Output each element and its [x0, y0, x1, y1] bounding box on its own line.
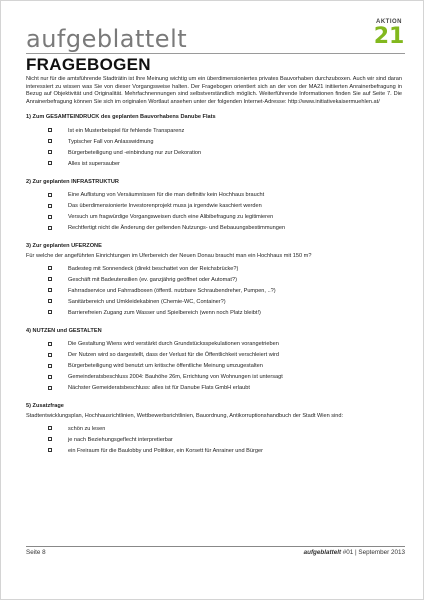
option-item[interactable]: [48, 286, 402, 297]
option-label: Barrierefreien Zugang zum Wasser und Spielbereich (wenn noch Platz bleibt!): [68, 309, 261, 316]
option-label: Geschäft mit Badeutensilien (ev. ganzjährig geöffnet oder Automat?): [68, 276, 237, 283]
option-label: Ist ein Musterbeispiel für fehlende Transparenz: [68, 127, 185, 134]
option-label: Eine Auflistung von Versäumnissen für die man definitiv kein Hochhaus braucht: [68, 192, 265, 199]
option-label: je nach Beziehungsgeflecht interpretierbar: [68, 436, 173, 443]
header-divider: [26, 53, 405, 54]
option-label: ein Freiraum für die Baulobby und Politiker, ein Korsett für Anrainer und Bürger: [68, 447, 263, 454]
logo-number: 21: [373, 24, 405, 49]
checkbox-icon[interactable]: [48, 277, 52, 281]
question-2: [26, 179, 402, 235]
option-item[interactable]: [48, 361, 402, 372]
option-label: Nächster Gemeideratsbeschluss: alles ist für Danube Flats GmbH erlaubt: [68, 385, 250, 392]
checkbox-icon[interactable]: [48, 128, 52, 132]
footer-brand: aufgeblattelt: [303, 549, 342, 556]
option-label: Sanitärbereich und Umkleidekabinen (Chemie-WC, Container?): [68, 298, 226, 305]
option-list: [26, 424, 402, 457]
checkbox-icon[interactable]: [48, 364, 52, 368]
checkbox-icon[interactable]: [48, 139, 52, 143]
checkbox-icon[interactable]: [48, 266, 52, 270]
option-item[interactable]: [48, 159, 402, 170]
issue-info: [304, 549, 405, 557]
option-list: [26, 339, 402, 394]
option-label: schön zu lesen: [68, 425, 106, 432]
option-item[interactable]: [48, 424, 402, 435]
option-label: Der Nutzen wird so dargestellt, dass der Verlust für die Öffentlichkeit verschleiert wird: [68, 352, 279, 359]
question-heading: 1) Zum GESAMTEINDRUCK des geplanten Bauvorhabens Danube Flats: [26, 113, 216, 120]
questionnaire-body: [26, 76, 402, 466]
checkbox-icon[interactable]: [48, 226, 52, 230]
option-item[interactable]: [48, 435, 402, 446]
option-item[interactable]: [48, 372, 402, 383]
question-heading: 5) Zusatzfrage: [26, 403, 64, 410]
option-label: Bürgerbeteiligung wird benutzt um kritische öffentliche Meinung umzugestalten: [68, 363, 263, 370]
option-item[interactable]: [48, 297, 402, 308]
checkbox-icon[interactable]: [48, 342, 52, 346]
checkbox-icon[interactable]: [48, 448, 52, 452]
option-item[interactable]: [48, 308, 402, 319]
option-item[interactable]: [48, 350, 402, 361]
question-4: [26, 328, 402, 395]
option-label: Rechtfertigt nicht die Änderung der geltenden Nutzungs- und Bebauungsbestimmungen: [68, 225, 286, 232]
option-item[interactable]: [48, 212, 402, 223]
checkbox-icon[interactable]: [48, 426, 52, 430]
option-item[interactable]: [48, 148, 402, 159]
question-heading: 4) NUTZEN und GESTALTEN: [26, 327, 102, 334]
aktion21-logo: [373, 19, 405, 49]
checkbox-icon[interactable]: [48, 353, 52, 357]
checkbox-icon[interactable]: [48, 386, 52, 390]
question-1: [26, 114, 402, 170]
checkbox-icon[interactable]: [48, 375, 52, 379]
option-item[interactable]: [48, 201, 402, 212]
option-item[interactable]: [48, 275, 402, 286]
option-label: Bürgerbeteiligung und -einbindung nur zur Dekoration: [68, 149, 202, 156]
question-heading: 2) Zur geplanten INFRASTRUKTUR: [26, 178, 119, 185]
option-item[interactable]: [48, 264, 402, 275]
question-text: Stadtentwicklungsplan, Hochhausrichtlinien, Wettbewerbsrichtlinien, Bauordnung, Antikorruptionshandbuch der Stadt Wien sind:: [26, 413, 344, 420]
option-item[interactable]: [48, 190, 402, 201]
option-label: Das überdimensionierte Investorenprojekt muss ja irgendwie kaschiert werden: [68, 203, 262, 210]
logo-top-text: AKTION: [376, 19, 402, 25]
option-item[interactable]: [48, 446, 402, 457]
option-label: Gemeinderatsbeschluss 2004: Bauhöhe 26m, Errichtung von Wohnungen ist untersagt: [68, 374, 283, 381]
option-label: Alles ist supersauber: [68, 160, 120, 167]
option-list: [26, 190, 402, 234]
footer-divider: [26, 546, 405, 547]
checkbox-icon[interactable]: [48, 193, 52, 197]
masthead-title: aufgeblattelt: [26, 25, 188, 53]
intro-paragraph: Nicht nur für die amtsführende Stadträtin ist Ihre Meinung wichtig um ein überdimensioniertes privates Bauvorhaben durchzuboxen. Auch wir sind daran interessiert zu wissen was Sie von dieser Vorgangsweise halten. Der Fragebogen orientiert sich an der von der MA21 initiierten Anrainerbefragung in Bezug auf Objektivität und Originalität. Mehrfachnennungen sind selbstverständlich möglich. Weiterführende Informationen finden Sie auf Seite 7. Die Anrainerbefragung können Sie sich im originalen Wortlaut ansehen unter der folgenden Internet-Adresse: http://www.initiativekaisermuehlen.at/: [26, 76, 402, 106]
option-item[interactable]: [48, 137, 402, 148]
option-list: [26, 126, 402, 170]
checkbox-icon[interactable]: [48, 215, 52, 219]
question-3: [26, 243, 402, 318]
checkbox-icon[interactable]: [48, 150, 52, 154]
option-label: Fahrradservice und Fahrradboxen (öffentl. nutzbare Schraubendreher, Pumpen, ..?): [68, 287, 276, 294]
option-list: [26, 264, 402, 319]
checkbox-icon[interactable]: [48, 299, 52, 303]
checkbox-icon[interactable]: [48, 161, 52, 165]
checkbox-icon[interactable]: [48, 437, 52, 441]
option-label: Versuch um fragwürdige Vorgangsweisen durch eine Alibibefragung zu legitimieren: [68, 214, 274, 221]
page-number: Seite 8: [26, 549, 46, 556]
page-title: FRAGEBOGEN: [26, 55, 151, 74]
question-5: [26, 403, 402, 456]
option-label: Typischer Fall von Anlasswidmung: [68, 138, 154, 145]
option-item[interactable]: [48, 223, 402, 234]
checkbox-icon[interactable]: [48, 288, 52, 292]
option-label: Die Gestaltung Wiens wird verstärkt durch Grundstücksspekulationen vorangetrieben: [68, 341, 279, 348]
option-label: Badesteg mit Sonnendeck (direkt beschattet von der Reichsbrücke?): [68, 265, 239, 272]
footer-issue: #01 | September 2013: [341, 549, 405, 556]
option-item[interactable]: [48, 339, 402, 350]
checkbox-icon[interactable]: [48, 310, 52, 314]
option-item[interactable]: [48, 126, 402, 137]
question-text: Für welche der angeführten Einrichtungen im Uferbereich der Neuen Donau braucht man ein Hochhaus mit 150 m?: [26, 252, 312, 259]
option-item[interactable]: [48, 383, 402, 394]
question-heading: 3) Zur geplanten UFERZONE: [26, 243, 102, 250]
checkbox-icon[interactable]: [48, 204, 52, 208]
